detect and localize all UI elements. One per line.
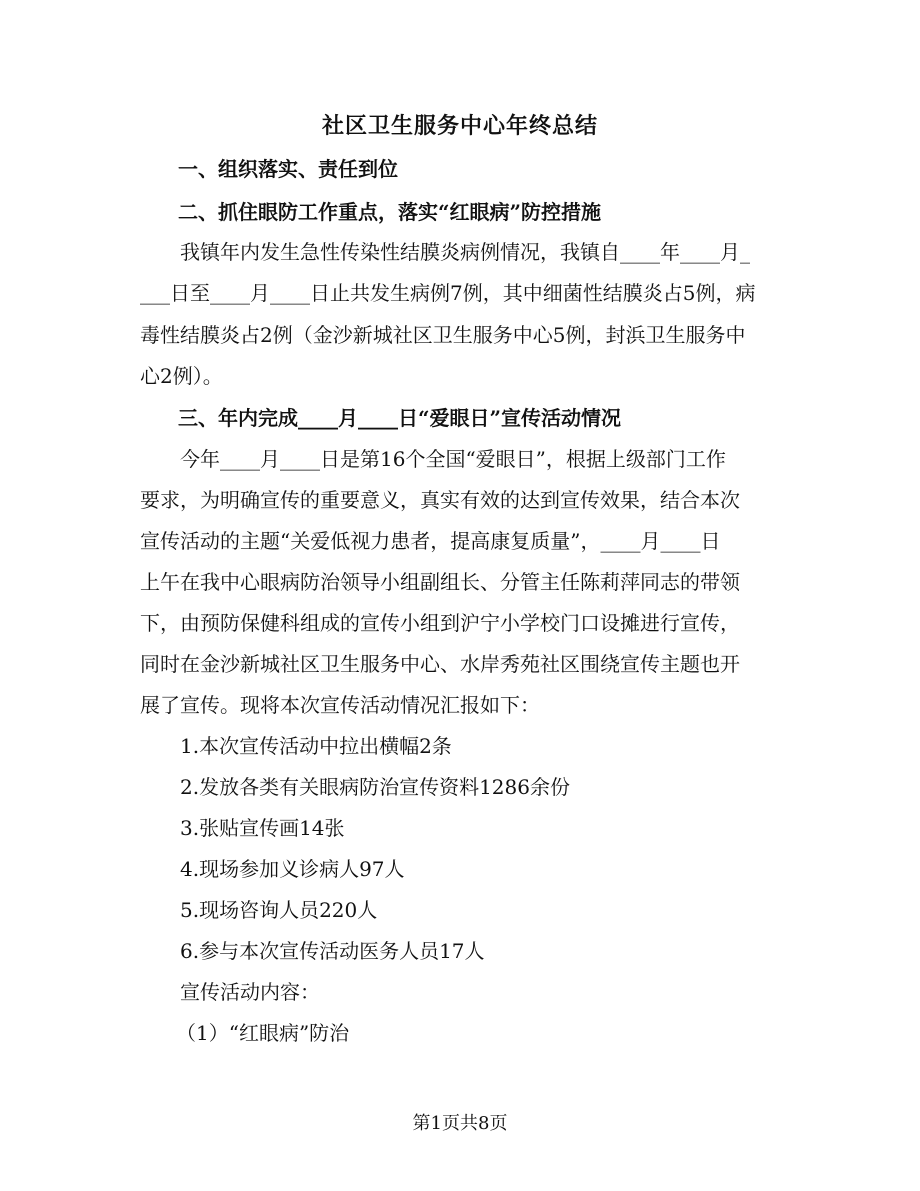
list-item: 6.参与本次宣传活动医务人员17人 (180, 939, 485, 963)
section-heading-1: 一、组织落实、责任到位 (178, 157, 398, 181)
paragraph-2-line: 今年____月____日是第16个全国“爱眼日”，根据上级部门工作 (180, 447, 726, 471)
paragraph-1-line: ___日至____月____日止共发生病例7例，其中细菌性结膜炎占5例，病 (140, 281, 756, 305)
section-heading-2: 二、抓住眼防工作重点，落实“红眼病”防控措施 (178, 200, 602, 224)
content-label: 宣传活动内容： (180, 980, 320, 1004)
paragraph-2-line: 要求，为明确宣传的重要意义，真实有效的达到宣传效果，结合本次 (140, 488, 740, 512)
paragraph-2-line: 展了宣传。现将本次宣传活动情况汇报如下： (140, 693, 540, 717)
paragraph-2-line: 同时在金沙新城社区卫生服务中心、水岸秀苑社区围绕宣传主题也开 (140, 652, 740, 676)
paragraph-1-line: 心2例）。 (140, 364, 223, 388)
paragraph-2-line: 宣传活动的主题“关爱低视力患者，提高康复质量”，____月____日 (140, 529, 721, 553)
list-item: 2.发放各类有关眼病防治宣传资料1286余份 (180, 775, 570, 799)
paragraph-2-line: 下，由预防保健科组成的宣传小组到沪宁小学校门口设摊进行宣传， (140, 611, 740, 635)
paragraph-2-line: 上午在我中心眼病防治领导小组副组长、分管主任陈莉萍同志的带领 (140, 570, 740, 594)
list-item: 1.本次宣传活动中拉出横幅2条 (180, 734, 452, 758)
page-footer: 第1页共8页 (412, 1113, 508, 1134)
list-item: 3.张贴宣传画14张 (180, 816, 345, 840)
paragraph-1-line: 我镇年内发生急性传染性结膜炎病例情况，我镇自____年____月_ (180, 240, 750, 264)
paragraph-1-line: 毒性结膜炎占2例（金沙新城社区卫生服务中心5例，封浜卫生服务中 (140, 323, 746, 347)
document-title: 社区卫生服务中心年终总结 (321, 113, 598, 139)
section-heading-3: 三、年内完成____月____日“爱眼日”宣传活动情况 (178, 406, 622, 430)
list-item: 5.现场咨询人员220人 (180, 898, 378, 922)
sub-item: （1）“红眼病”防治 (176, 1021, 350, 1045)
list-item: 4.现场参加义诊病人97人 (180, 857, 405, 881)
